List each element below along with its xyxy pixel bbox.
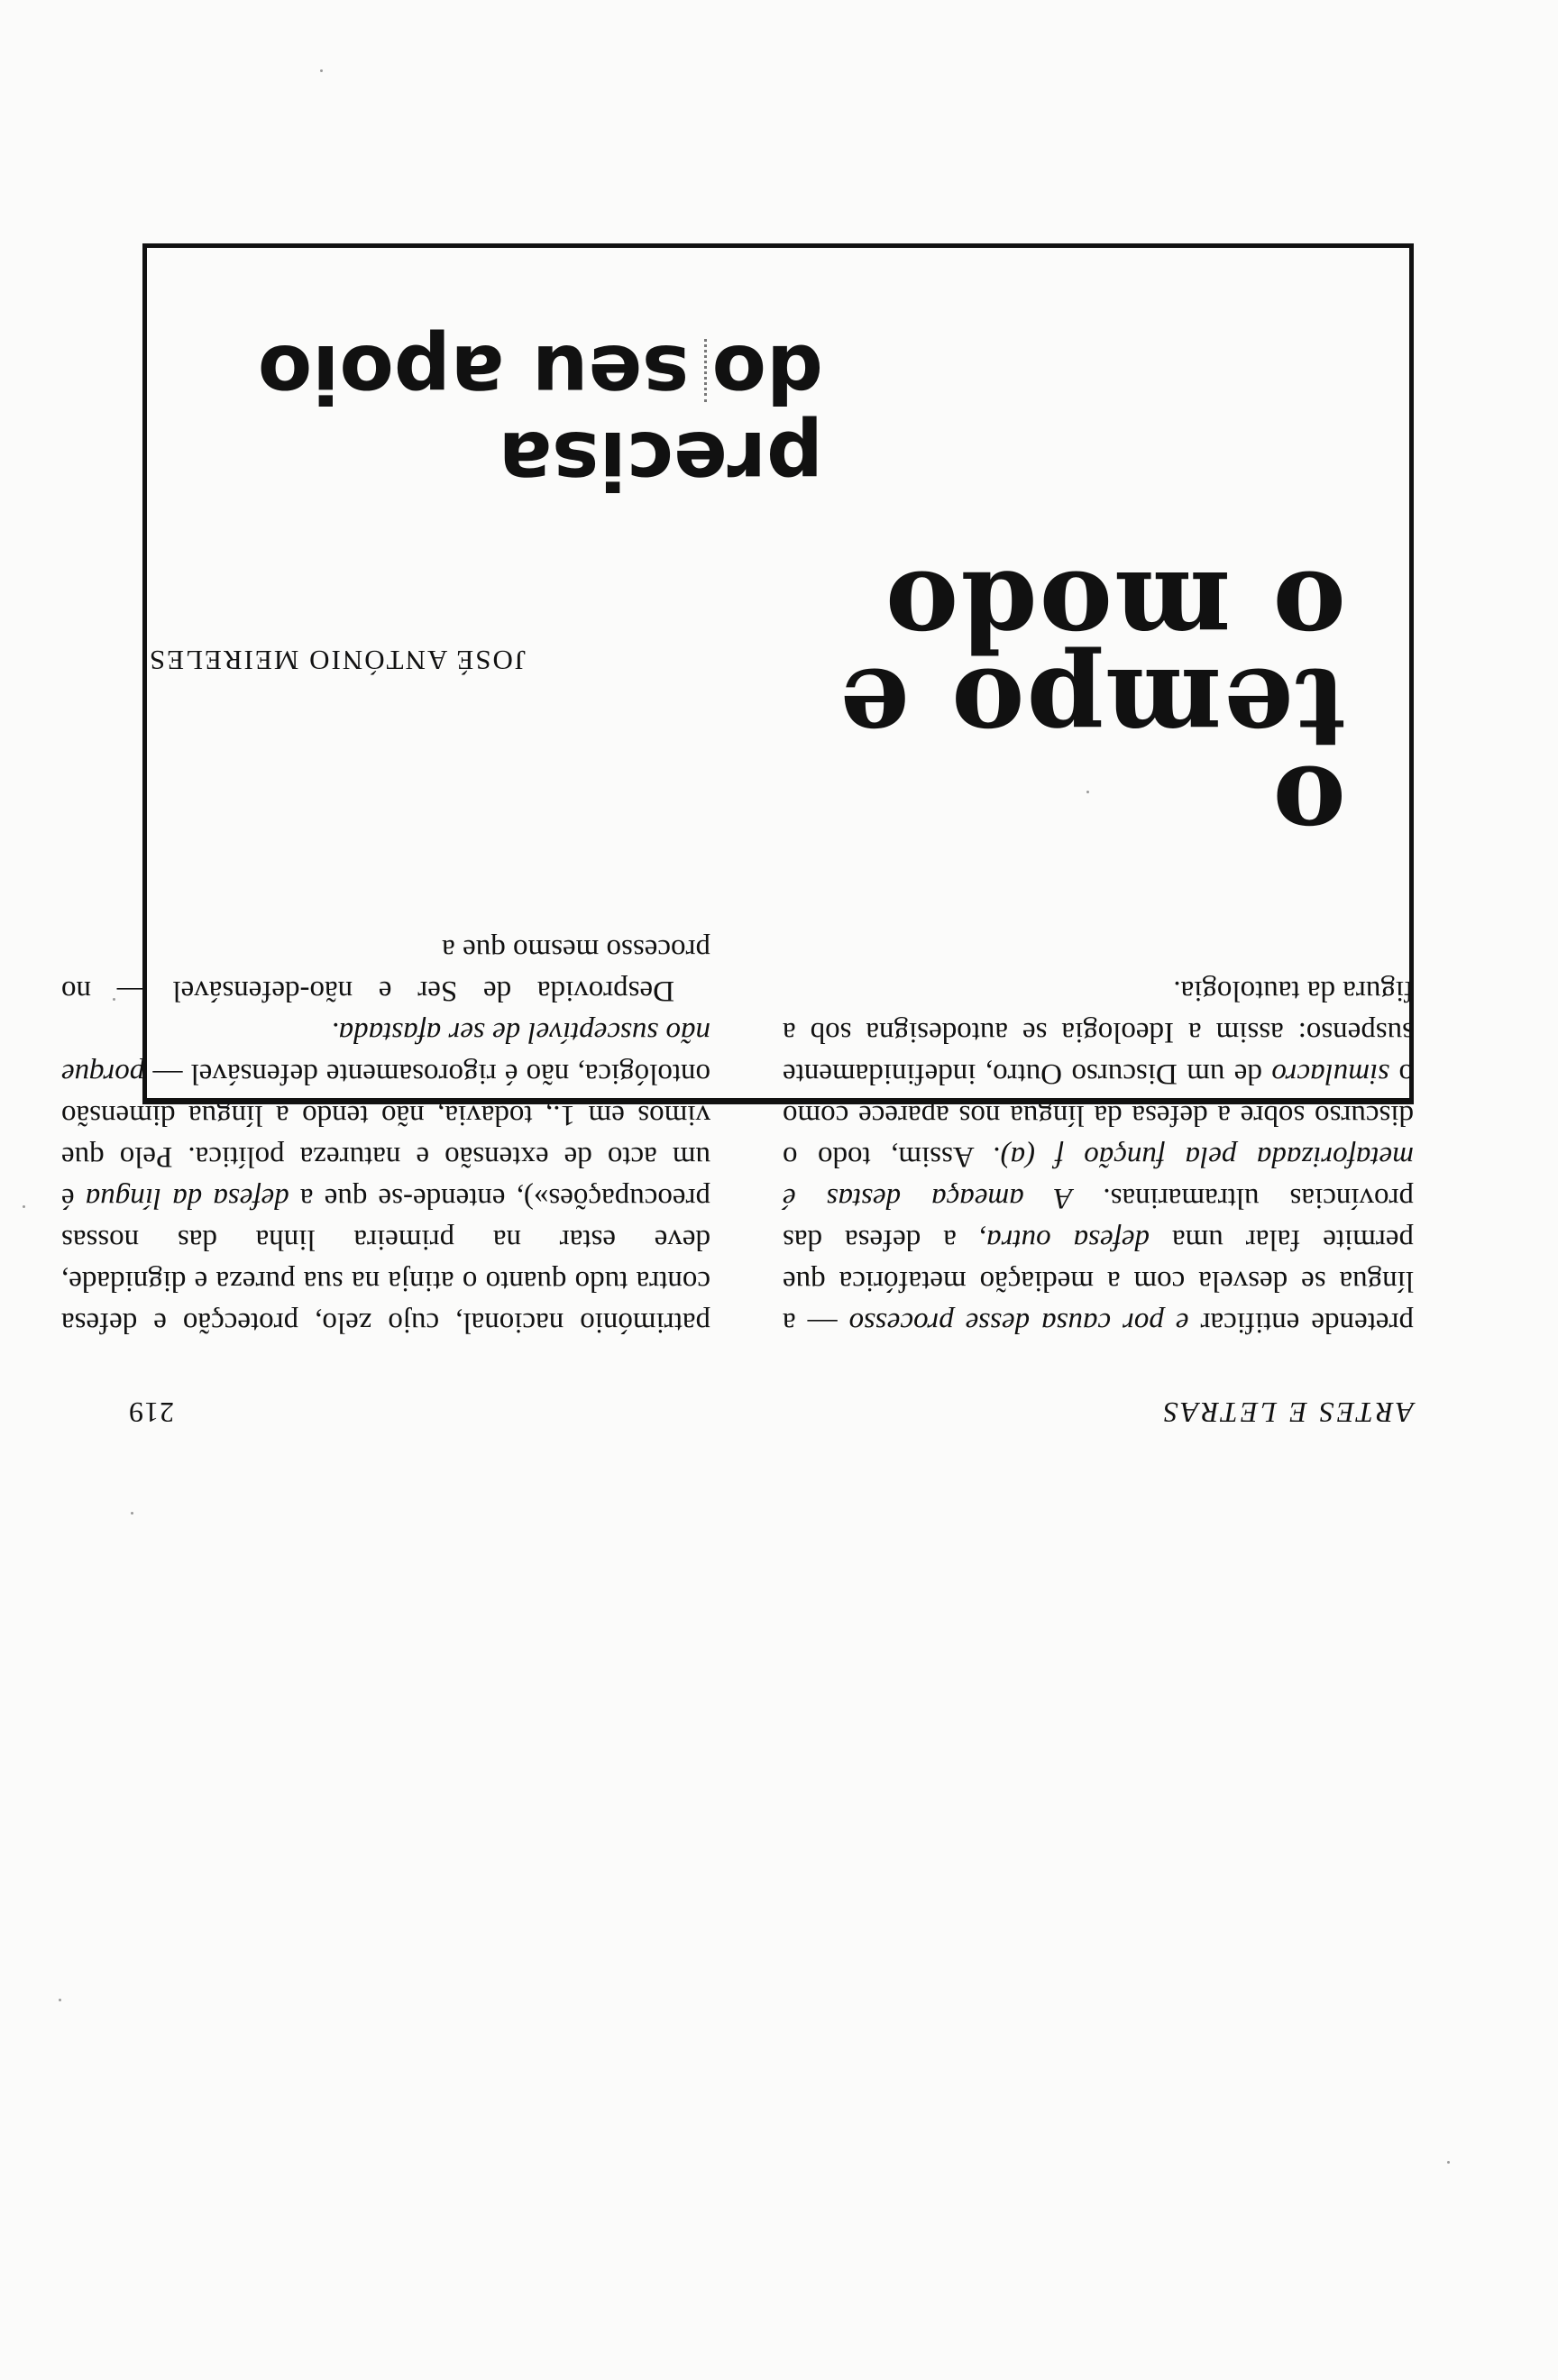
text-segment — [1064, 1140, 1084, 1173]
subtitle-line — [257, 327, 823, 420]
italic-text-segment: defesa da língua — [85, 1182, 289, 1214]
italic-text-segment: e por causa desse processo — [848, 1306, 1189, 1339]
title-box — [142, 243, 1414, 1104]
title-line: tempo e — [838, 644, 1346, 774]
text-segment: . Assim, todo o discurso sobre a defesa da língua nos aparece como o — [782, 1057, 1414, 1173]
text-segment: de um Discurso Outro, indefinidamente suspenso: assim a Ideologia se autodesigna sob a figura da tautologia. — [782, 975, 1414, 1090]
text-segment: , a defesa das províncias ultramarinas. — [783, 1182, 1414, 1256]
text-segment: Desprovida de Ser e não-defensável — no processo mesmo que a — [61, 933, 710, 1007]
text-segment: é um acto de extensão e natureza política. Pelo que vimos em 1., todavia, não tendo a língua dimensão ontológica, não é rigorosamente defensável — — [61, 1057, 710, 1214]
scan-speck — [131, 1512, 133, 1515]
running-title: ARTES E LETRAS — [1160, 1396, 1414, 1429]
italic-text-segment: A ameaça destas é metaforizada pela função — [783, 1140, 1414, 1214]
italic-text-segment: porque não susceptível de ser afastada. — [61, 1016, 710, 1090]
printer-mark-icon — [695, 339, 707, 402]
scan-speck — [320, 69, 323, 72]
subtitle-word: do — [711, 327, 823, 420]
page-number: 219 — [128, 1396, 174, 1429]
title-line: o — [1270, 741, 1346, 871]
title-line: o modo — [884, 546, 1346, 676]
italic-text-segment: simulacro — [1271, 1057, 1390, 1090]
italic-text-segment: f (a) — [1000, 1140, 1064, 1173]
article-subtitle — [257, 327, 823, 507]
text-segment: — a língua se desvela com a mediação metafórica que permite falar uma — [783, 1223, 1414, 1339]
text-segment: pretende entificar — [1188, 1306, 1414, 1339]
text-segment: património nacional, cujo zelo, protecção e defesa contra tudo quanto o atinja na sua pureza e dignidade, deve estar na primeira linha das nossas preocupações»), entende-se que a — [61, 1182, 710, 1339]
scan-speck — [1447, 2161, 1450, 2164]
subtitle-word: seu apoio — [257, 327, 690, 420]
article-title — [838, 546, 1346, 871]
scan-speck — [59, 1999, 61, 2001]
author-name: JOSÉ ANTÓNIO MEIRELES — [147, 645, 526, 676]
subtitle-line: precisa — [498, 414, 823, 507]
italic-text-segment: defesa outra — [986, 1223, 1150, 1256]
scan-speck — [23, 1205, 25, 1208]
